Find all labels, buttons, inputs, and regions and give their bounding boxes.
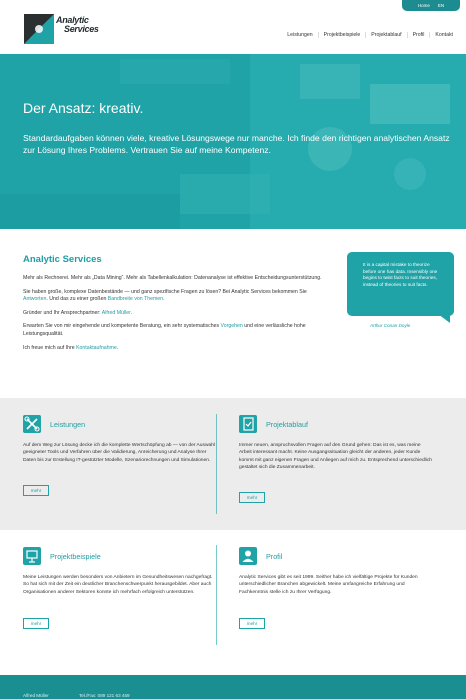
card-title[interactable]: Projektablauf: [266, 420, 308, 429]
top-bar: [0, 0, 466, 12]
card-projektablauf: [239, 415, 434, 515]
card-title[interactable]: Leistungen: [50, 420, 86, 429]
intro-paragraph: [23, 323, 328, 338]
more-button[interactable]: mehr: [239, 492, 265, 503]
main-nav: [282, 32, 458, 38]
intro-paragraph: [23, 345, 328, 353]
hero-text: Standardaufgaben können viele, kreative Lösungswege nur manche. Ich finde den richtigen analytischen Ansatz zur Lösung Ihres Problems. Vertrauen Sie auf meine Kompetenz.: [23, 133, 450, 156]
text-span: Sie haben große, komplexe Datenbestände — und ganz spezifische Fragen zu lösen? Bei Analytic Services bekommen Sie: [23, 288, 307, 295]
quote-tail: [438, 314, 450, 323]
more-button[interactable]: mehr: [23, 485, 49, 496]
site-footer: [0, 675, 466, 699]
hero-title: Der Ansatz: kreativ.: [23, 100, 144, 116]
link-bandbreite[interactable]: Bandbreite von Themen: [107, 296, 164, 303]
text-span: Gründer und Ihr Ansprechpartner:: [23, 309, 102, 316]
language-switch[interactable]: EN: [437, 3, 445, 8]
more-button[interactable]: mehr: [239, 618, 265, 629]
hero-banner: [0, 54, 466, 229]
site-header: [0, 12, 466, 54]
more-button[interactable]: mehr: [23, 618, 49, 629]
card-text: Immer neuen, anspruchsvollen Fragen auf den Grund gehen: Das ist es, was meine Arbeit interessant macht. Keine Ausgangssituation gleicht der anderen, jeder Kunde kommt mit ganz eigenen Fragen und Anliegen auf mich zu. Entsprechend unterschiedlich gestaltet sich die Zusammenarbeit.: [239, 443, 433, 470]
card-text: Meine Leistungen werden besonders von Anbietern im Gesundheitswesen nachgefragt. So hat sich mit der Zeit ein deutlicher Branchenschwerpunkt herausgebildet. Aber auch Organisationen anderer Sektoren konnte ich mehrfach erfolgreich unterstützen.: [23, 575, 213, 595]
link-alfred-mueller[interactable]: Alfred Müller: [101, 309, 131, 316]
logo-icon[interactable]: [24, 14, 54, 44]
card-title[interactable]: Projektbeispiele: [50, 552, 101, 561]
document-check-icon: [239, 415, 257, 433]
intro-paragraph: [23, 289, 328, 304]
nav-item-leistungen[interactable]: Leistungen: [287, 32, 313, 38]
text-span: .: [130, 309, 133, 316]
link-kontaktaufnahme[interactable]: Kontaktaufnahme: [76, 344, 117, 351]
logo-line1: Analytic: [56, 15, 89, 25]
text-span: .: [163, 296, 165, 303]
text-span: . Und das zu einer großen: [46, 296, 108, 303]
home-link[interactable]: Home: [417, 3, 430, 8]
nav-item-projektablauf[interactable]: Projektablauf: [365, 32, 406, 38]
card-title[interactable]: Profil: [266, 552, 283, 561]
card-leistungen: [23, 415, 218, 515]
logo-line2: Services: [64, 24, 99, 34]
nav-item-projektbeispiele[interactable]: Projektbeispiele: [318, 32, 366, 38]
text-span: Ich freue mich auf Ihre: [23, 344, 77, 351]
intro-paragraph: Mehr als Rechnerei. Mehr als „Data Mining“. Mehr als Tabellenkalkulation: Datenanalyse ist effektive Entscheidungsunterstützung.: [23, 275, 322, 281]
top-pill: [402, 0, 460, 11]
quote-author: Arthur Conan Doyle: [370, 323, 411, 328]
section-title: Analytic Services: [23, 254, 102, 265]
presentation-icon: [23, 547, 41, 565]
link-vorgehen[interactable]: Vorgehen: [220, 323, 243, 330]
text-span: .: [116, 344, 119, 351]
card-text: Auf dem Weg zur Lösung decke ich die komplette Wertschöpfung ab — von der Auswahl geeigneter Tools und Verfahren über die Validierung, Anreicherung und Analyse Ihrer Daten bis zur Erstellung IT-gestützter Modelle, Szenariorechnungen und Simulationen.: [23, 443, 216, 463]
nav-item-kontakt[interactable]: Kontakt: [429, 32, 458, 38]
footer-phone: Tel./Fax: 089 121 63 459: [79, 693, 130, 698]
nav-item-profil[interactable]: Profil: [407, 32, 430, 38]
card-projektbeispiele: [23, 547, 218, 647]
card-text: Analytic Services gibt es seit 1999. Seither habe ich vielfältige Projekte für Kunden unterschiedlicher Branchen abgewickelt. Meine umfangreiche Erfahrung und Fachkenntnis stelle ich zu Ihrer Verfügung.: [239, 575, 418, 595]
person-icon: [239, 547, 257, 565]
footer-name: Alfred Müller: [23, 693, 49, 698]
intro-paragraph: [23, 310, 328, 318]
logo-text[interactable]: [56, 16, 99, 34]
link-antworten[interactable]: Antworten: [23, 296, 47, 303]
card-profil: [239, 547, 434, 647]
text-span: Erwarten Sie von mir eingehende und kompetente Beratung, ein sehr systematisches: [23, 323, 221, 330]
text-span: und eine verlässliche hohe Leistungsqualität.: [23, 323, 306, 337]
intro-text: [23, 275, 328, 358]
tools-icon: [23, 415, 41, 433]
quote-bubble: It is a capital mistake to theorize before one has data. Insensibly one begins to twist facts to suit theories, instead of theories to suit facts.: [347, 252, 454, 316]
